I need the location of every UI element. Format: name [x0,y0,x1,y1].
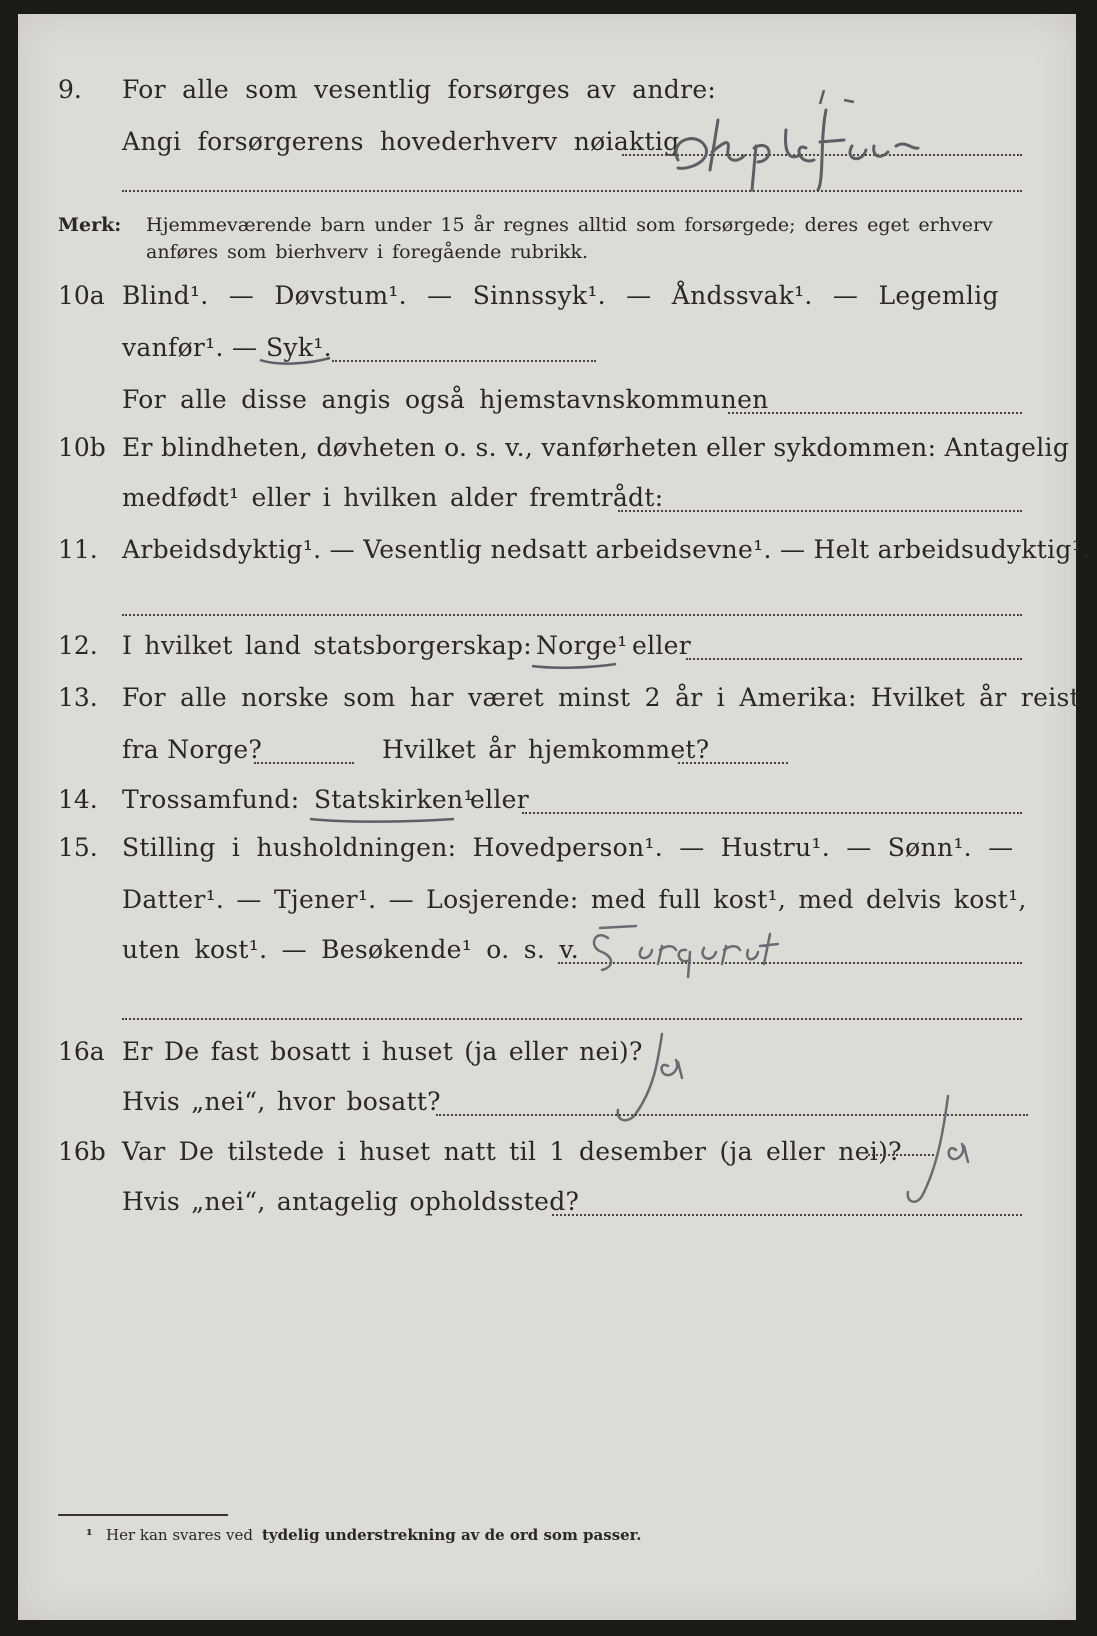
q16b-line2 [18,1180,1076,1224]
merk-label: Merk: [58,214,122,236]
q13-text-2b: Hvilket år hjemkommet? [382,735,710,764]
q10a-number: 10a [58,281,105,310]
q14-text-a: Trossamfund: [122,785,300,814]
form-page [18,14,1091,1620]
q9-extra-line [122,190,1022,192]
q10a-line2 [18,326,1076,370]
syk-underline-mark [258,354,338,368]
q10a-text-1: Blind¹. — Døvstum¹. — Sinnssyk¹. — Åndssvak¹. — Legemlig [122,281,999,310]
q9-line2 [18,120,1076,164]
footnote-text-b: tydelig understrekning av de ord som passer. [262,1526,642,1544]
q16b-line1 [18,1130,1076,1174]
q13-text-2a: fra Norge? [122,735,263,764]
q14-statskirken-option[interactable]: Statskirken¹ [314,785,474,814]
q11-line1 [18,528,1091,572]
norge-underline-mark [530,660,620,672]
q14-line [18,778,1076,822]
q13-return-line[interactable] [678,762,788,764]
q13-departure-line[interactable] [254,762,354,764]
q11-number: 11. [58,535,98,564]
q10a-line1 [18,274,1076,318]
q12-text-c: eller [632,631,692,660]
q15-handwritten-answer [578,908,938,978]
q10a-answer-line[interactable] [332,360,596,362]
q14-text-c: eller [470,785,530,814]
q15-number: 15. [58,833,98,862]
merk-text-1: Hjemmeværende barn under 15 år regnes alltid som forsørgede; deres eget erhverv [146,214,993,236]
q16b-text-2: Hvis „nei“, antagelig opholdssted? [122,1187,580,1216]
q15-text-1: Stilling i husholdningen: Hovedperson¹. — Hustru¹. — Sønn¹. — [122,833,1014,862]
q13-line2 [18,728,1076,772]
q10a-line3 [18,378,1076,422]
footnote-mark: ¹ [86,1526,93,1544]
q9-text-1: For alle som vesentlig forsørges av andre: [122,75,717,104]
q13-number: 13. [58,683,98,712]
q16a-number: 16a [58,1037,105,1066]
q15-line3 [18,928,1076,972]
q10a-text-2a: vanfør¹. — [122,333,258,362]
q16b-text-1: Var De tilstede i huset natt til 1 desember (ja eller nei)? [122,1137,902,1166]
merk-text-2: anføres som bierhverv i foregående rubrikk. [146,241,589,263]
q10b-text-2: medfødt¹ eller i hvilken alder fremtrådt: [122,483,664,512]
q10a-syk-option[interactable]: Syk¹. [266,333,332,362]
q12-norge-option[interactable]: Norge¹ [536,631,628,660]
q12-text-a: I hvilket land statsborgerskap: [122,631,532,660]
q12-number: 12. [58,631,98,660]
q16a-text-2: Hvis „nei“, hvor bosatt? [122,1087,441,1116]
q10a-text-3: For alle disse angis også hjemstavnskommunen [122,385,769,414]
q12-answer-line[interactable] [686,658,1022,660]
q10b-line1 [18,426,1076,470]
q14-number: 14. [58,785,98,814]
q10b-answer-line[interactable] [618,510,1022,512]
q16a-line1 [18,1030,1076,1074]
q11-text: Arbeidsdyktig¹. — Vesentlig nedsatt arbeidsevne¹. — Helt arbeidsudyktig¹. [122,535,1091,564]
q10b-number: 10b [58,433,106,462]
q15-text-3: uten kost¹. — Besøkende¹ o. s. v. [122,935,580,964]
q15-line1 [18,826,1076,870]
q10b-text-1: Er blindheten, døvheten o. s. v., vanførheten eller sykdommen: Antagelig [122,433,1070,462]
q12-line [18,624,1076,668]
q11-answer-line[interactable] [122,614,1022,616]
q9-number: 9. [58,75,82,104]
q9-handwritten-answer [648,90,1048,200]
q10a-hometown-line[interactable] [728,412,1022,414]
q13-text-1: For alle norske som har været minst 2 år i Amerika: Hvilket år reist [122,683,1081,712]
q10b-line2 [18,476,1076,520]
q16b-number: 16b [58,1137,106,1166]
footnote-text-a: Her kan svares ved [106,1526,253,1544]
q9-text-2: Angi forsørgerens hovederhverv nøiaktig [122,127,680,156]
q14-answer-line[interactable] [522,812,1022,814]
footnote-rule [58,1514,228,1516]
q15-text-2: Datter¹. — Tjener¹. — Losjerende: med full kost¹, med delvis kost¹, [122,885,1027,914]
q13-line1 [18,676,1081,720]
statskirken-underline-mark [308,814,458,826]
q16b-answer-line-2[interactable] [552,1214,1022,1216]
q16a-text-1: Er De fast bosatt i huset (ja eller nei)? [122,1037,643,1066]
q15-extra-line[interactable] [122,1018,1022,1020]
